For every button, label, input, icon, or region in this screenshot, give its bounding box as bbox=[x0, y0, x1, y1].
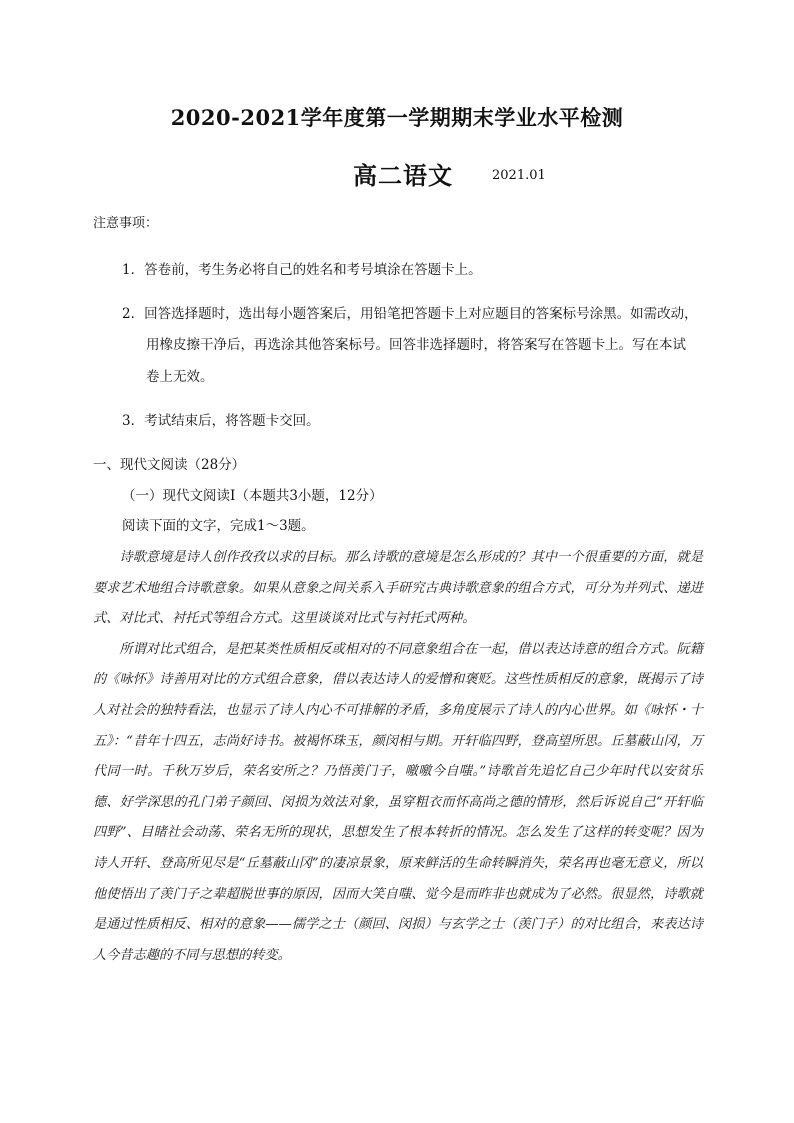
notice-item-1: 1．答卷前，考生务必将自己的姓名和考号填涂在答题卡上。 bbox=[122, 262, 482, 278]
notice-item-2-continued: 用橡皮擦干净后，再选涂其他答案标号。回答非选择题时，将答案写在答题卡上。写在本试 bbox=[146, 337, 686, 353]
section-heading: 一、现代文阅读（28分） bbox=[93, 457, 246, 473]
subject-title: 高二语文 bbox=[353, 161, 453, 190]
passage-paragraph-1: 诗歌意境是诗人创作孜孜以求的目标。那么诗歌的意境是怎么形成的？其中一个很重要的方面，就是要求艺术地组合诗歌意象。如果从意象之间关系入手研究古典诗歌意象的组合方式，可分为并列式、递进式、对比式、衬托式等组合方式。这里谈谈对比式与衬托式两种。 bbox=[93, 550, 703, 627]
reading-passage bbox=[93, 543, 703, 971]
notice-item-2: 2．回答选择题时，选出每小题答案后，用铅笔把答题卡上对应题目的答案标号涂黑。如需改动， bbox=[122, 306, 698, 322]
notice-item-2-end: 卷上无效。 bbox=[146, 369, 214, 385]
notice-heading: 注意事项： bbox=[93, 216, 159, 231]
subsection-heading: （一）现代文阅读Ⅰ（本题共3小题，12分） bbox=[122, 488, 383, 504]
exam-title: 2020-2021学年度第一学期期末学业水平检测 bbox=[170, 105, 624, 130]
passage-paragraph-2: 所谓对比式组合，是把某类性质相反或相对的不同意象组合在一起，借以表达诗意的组合方式。阮籍的《咏怀》诗善用对比的方式组合意象，借以表达诗人的爱憎和褒贬。这些性质相反的意象，既揭示了诗人对社会的独特看法，也显示了诗人内心不可排解的矛盾，多角度展示了诗人的内心世界。如《咏怀・十五》：“昔年十四五，志尚好诗书。被褐怀珠玉，颜闵相与期。开轩临四野，登高望所思。丘墓蔽山冈，万代同一时。千秋万岁后，荣名安所之？乃悟羡门子，噭噭今自嗤。”诗歌首先追忆自己少年时代以安贫乐德、好学深思的孔门弟子颜回、闵损为效法对象，虽穿粗衣而怀高尚之德的情形，然后诉说自己“开轩临四野”、目睹社会动荡、荣名无所的现状，思想发生了根本转折的情况。怎么发生了这样的转变呢？因为诗人开轩、登高所见尽是“丘墓蔽山冈”的凄凉景象，原来鲜活的生命转瞬消失，荣名再也毫无意义，所以他使悟出了羡门子之辈超脱世事的原因，因而大笑自嗤、觉今是而昨非也就成为了必然。很显然，诗歌就是通过性质相反、相对的意象——儒学之士（颜回、闵损）与玄学之士（羡门子）的对比组合，来表达诗人今昔志趣的不同与思想的转变。 bbox=[93, 641, 703, 963]
notice-item-3: 3．考试结束后，将答题卡交回。 bbox=[122, 413, 320, 429]
reading-instruction: 阅读下面的文字，完成1～3题。 bbox=[122, 518, 315, 534]
exam-date: 2021.01 bbox=[492, 168, 546, 183]
